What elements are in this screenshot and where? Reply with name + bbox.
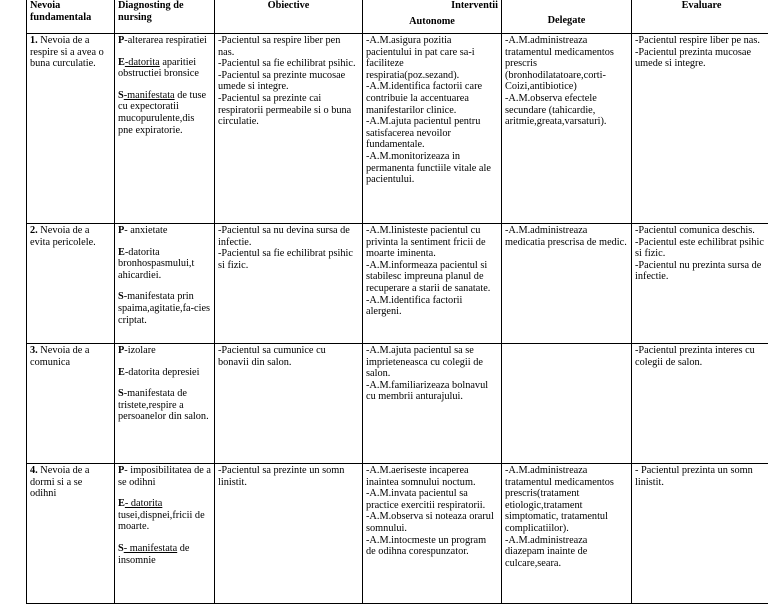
header-diagnosis: Diagnosting de nursing (115, 0, 215, 34)
evaluation-cell: -Pacientul comunica deschis. -Pacientul este echilibrat psihic si fizic. -Pacientul nu prezinta sursa de infectie. (632, 224, 768, 344)
header-delegated: Delegate (502, 0, 632, 34)
header-interventions: Interventii Autonome (363, 0, 502, 34)
delegated-interventions-cell: -A.M.administreaza medicatia prescrisa de medic. (502, 224, 632, 344)
need-cell: 4. Nevoia de a dormi si a se odihni (27, 464, 115, 604)
objectives-cell: -Pacientul sa prezinte un somn linistit. (215, 464, 363, 604)
delegated-interventions-cell: -A.M.administreaza tratamentul medicamentos prescris (bronhodilatatoare,corti-Coizi,antibiotice) -A.M.observa efectele secundare (tahicardie, aritmie,greata,varsaturi). (502, 34, 632, 224)
header-evaluation: Evaluare (632, 0, 768, 34)
need-cell: 3. Nevoia de a comunica (27, 344, 115, 464)
table-row (27, 224, 768, 344)
evaluation-cell: -Pacientul prezinta interes cu colegii de salon. (632, 344, 768, 464)
header-row (27, 0, 768, 34)
header-objectives: Obiective (215, 0, 363, 34)
delegated-interventions-cell: -A.M.administreaza tratamentul medicamentos prescris(tratament etiologic,tratament simptomatic, tratamentul complicatiilor). -A.M.administreaza diazepam inainte de culcare,seara. (502, 464, 632, 604)
autonomous-interventions-cell: -A.M.aeriseste incaperea inaintea somnului noctum. -A.M.invata pacientul sa practice exercitii respiratorii. -A.M.observa si noteaza orarul somnului. -A.M.intocmeste un program de odihna corespunzator. (363, 464, 502, 604)
header-need: Nevoia fundamentala (27, 0, 115, 34)
need-cell: 2. Nevoia de a evita pericolele. (27, 224, 115, 344)
table-row (27, 344, 768, 464)
autonomous-interventions-cell: -A.M.linisteste pacientul cu privinta la sentiment fricii de moarte iminenta. -A.M.informeaza pacientul si stabilesc impreuna planul de recuperare a starii de sanatate. -A.M.identifica factorii alergeni. (363, 224, 502, 344)
diagnosis-cell: P- anxietate E-datorita bronhospasmului,t ahicardiei. S-manifestata prin spaima,agitatie,fa-cies criptat. (115, 224, 215, 344)
objectives-cell: -Pacientul sa nu devina sursa de infectie. -Pacientul sa fie echilibrat psihic si fizic. (215, 224, 363, 344)
table-row (27, 34, 768, 224)
nursing-care-plan-table (26, 0, 768, 604)
table-row (27, 464, 768, 604)
need-cell: 1. Nevoia de a respire si a avea o buna curculatie. (27, 34, 115, 224)
diagnosis-cell: P- imposibilitatea de a se odihni E- datorita tusei,dispnei,fricii de moarte. S- manifestata de insomnie (115, 464, 215, 604)
diagnosis-cell: P-alterarea respiratiei E-datorita aparitiei obstructiei bronsice S-manifestata de tuse cu expectoratii mucopurulente,dis pne expiratorie. (115, 34, 215, 224)
autonomous-interventions-cell: -A.M.ajuta pacientul sa se imprieteneasca cu colegii de salon. -A.M.familiarizeaza bolnavul cu membrii anturajului. (363, 344, 502, 464)
objectives-cell: -Pacientul sa respire liber pen nas. -Pacientul sa fie echilibrat psihic. -Pacientul sa prezinte mucosae umede si integre. -Pacientul sa prezinte cai respiratorii permeabile si o buna circulatie. (215, 34, 363, 224)
evaluation-cell: - Pacientul prezinta un somn linistit. (632, 464, 768, 604)
delegated-interventions-cell (502, 344, 632, 464)
autonomous-interventions-cell: -A.M.asigura pozitia pacientului in pat care sa-i faciliteze respiratia(poz.sezand). -A.M.identifica factorii care contribuie la accentuarea manifestarilor clinice. -A.M.ajuta pacientul pentru satisfacerea nevoilor fundamentale. -A.M.monitorizeaza in permanenta functiile vitale ale pacientului. (363, 34, 502, 224)
evaluation-cell: -Pacientul respire liber pe nas. -Pacientul prezinta mucosae umede si integre. (632, 34, 768, 224)
objectives-cell: -Pacientul sa cumunice cu bonavii din salon. (215, 344, 363, 464)
diagnosis-cell: P-izolare E-datorita depresiei S-manifestata de tristete,respire a persoanelor din salon. (115, 344, 215, 464)
